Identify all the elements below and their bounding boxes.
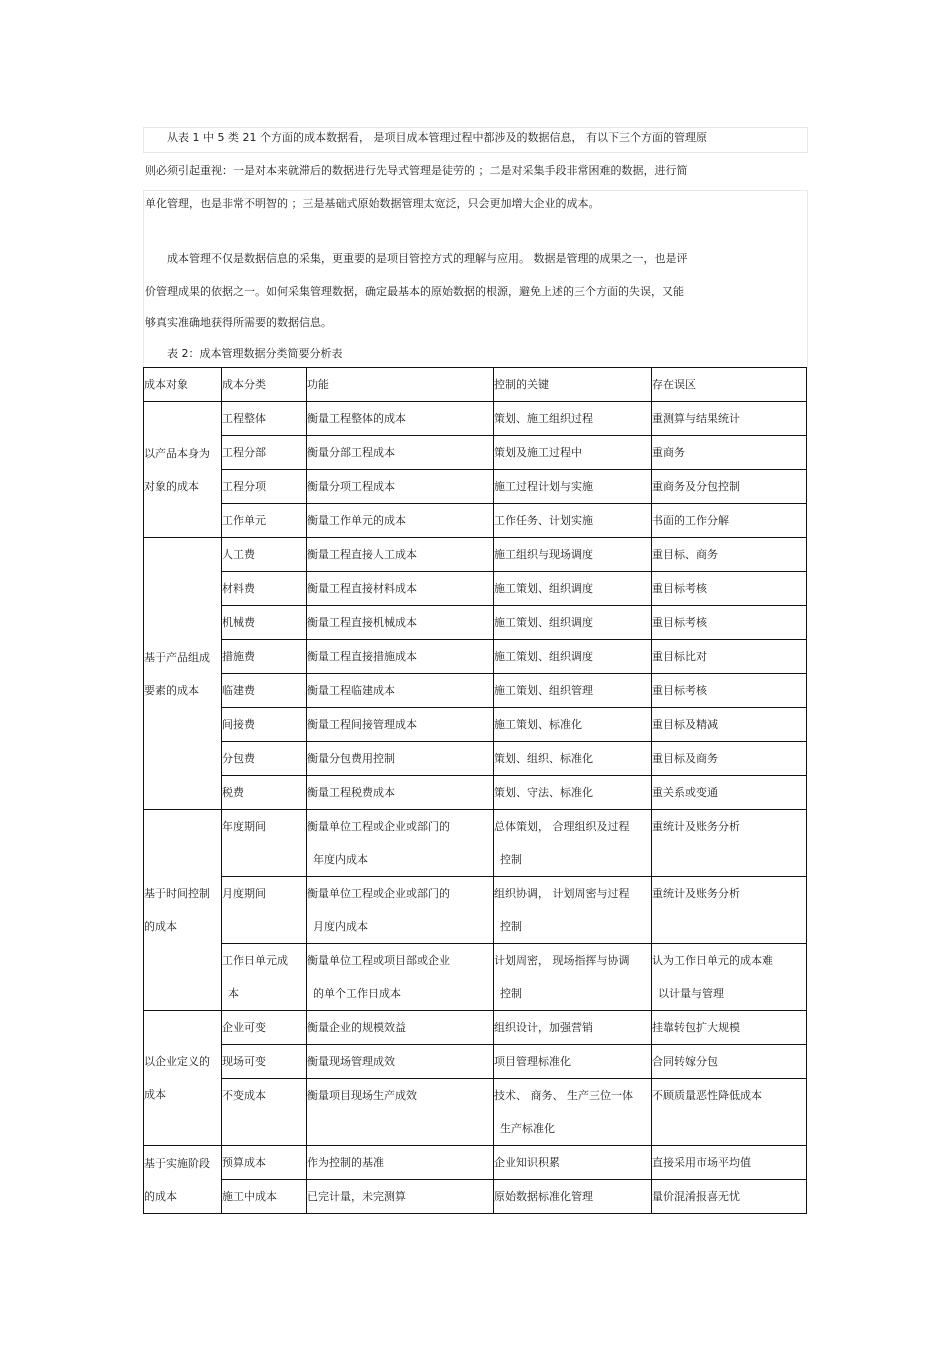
cell-function-text: 衡量分部工程成本 [307, 446, 395, 459]
cell-function [307, 436, 494, 470]
cell-category-text: 本 [228, 987, 239, 1000]
cell-function-text: 的单个工作日成本 [313, 987, 401, 1000]
cell-function [307, 708, 494, 742]
cell-control-key [494, 436, 652, 470]
cell-function-text: 衡量单位工程或企业或部门的 [307, 887, 450, 900]
cell-function-text: 衡量分项工程成本 [307, 480, 395, 493]
table-row [144, 606, 807, 640]
cell-category-text: 间接费 [222, 718, 255, 731]
cell-control-key [494, 810, 652, 877]
cell-misconception-text: 重测算与结果统计 [652, 412, 740, 425]
cell-misconception-text: 不顾质量恶性降低成本 [652, 1089, 762, 1102]
cell-function [307, 1146, 494, 1180]
header-cell-text: 成本分类 [222, 378, 266, 391]
cell-object-text: 的成本 [144, 920, 177, 933]
cell-function-text: 衡量工程间接管理成本 [307, 718, 417, 731]
table-row [144, 708, 807, 742]
cell-control-key [494, 538, 652, 572]
header-cell [144, 368, 222, 402]
cell-category [222, 674, 307, 708]
cell-misconception-text: 重目标考核 [652, 684, 707, 697]
cell-misconception [652, 640, 807, 674]
header-cell [652, 368, 807, 402]
cell-object-text: 基于实施阶段 [144, 1156, 210, 1170]
cell-function-text: 衡量工程直接措施成本 [307, 650, 417, 663]
cell-misconception-text: 重目标及精减 [652, 718, 718, 731]
cell-misconception-text: 量价混淆报喜无忧 [652, 1190, 740, 1203]
cell-control-key-text: 施工策划、组织调度 [494, 616, 593, 629]
header-cell-text: 成本对象 [144, 378, 188, 391]
cell-function-text: 衡量工程直接人工成本 [307, 548, 417, 561]
cell-category [222, 776, 307, 810]
cell-misconception [652, 606, 807, 640]
cell-control-key [494, 708, 652, 742]
cell-function-text: 衡量工程整体的成本 [307, 412, 406, 425]
cell-category-text: 机械费 [222, 616, 255, 629]
cell-function [307, 538, 494, 572]
cell-control-key-text: 生产标准化 [500, 1122, 555, 1135]
table-row [144, 810, 807, 877]
cell-control-key-text: 总体策划， 合理组织及过程 [494, 820, 630, 833]
cell-misconception-text: 书面的工作分解 [652, 514, 729, 527]
cell-category-text: 企业可变 [222, 1021, 266, 1034]
table-row [144, 1180, 807, 1214]
cell-function [307, 1180, 494, 1214]
cell-control-key [494, 1146, 652, 1180]
cell-control-key [494, 877, 652, 944]
cell-category [222, 810, 307, 877]
paragraph-line: 价管理成果的依据之一。如何采集管理数据，确定最基本的原始数据的根源，避免上述的三个方面的失误，又能 [145, 285, 684, 298]
cell-category [222, 1146, 307, 1180]
cell-function-text: 衡量工作单元的成本 [307, 514, 406, 527]
cell-misconception [652, 1146, 807, 1180]
cell-misconception [652, 1045, 807, 1079]
table-row [144, 877, 807, 944]
cell-category-text: 工程分项 [222, 480, 266, 493]
cell-control-key [494, 776, 652, 810]
cell-function [307, 944, 494, 1011]
cell-control-key-text: 控制 [500, 920, 522, 933]
cell-control-key-text: 施工策划、组织管理 [494, 684, 593, 697]
cell-control-key-text: 策划、组织、标准化 [494, 752, 593, 765]
cell-category-text: 年度期间 [222, 820, 266, 833]
cell-misconception [652, 402, 807, 436]
cell-function-text: 衡量工程税费成本 [307, 786, 395, 799]
cell-category-text: 预算成本 [222, 1156, 266, 1169]
table-caption: 表 2：成本管理数据分类简要分析表 [167, 347, 343, 360]
cell-control-key [494, 504, 652, 538]
cell-misconception-text: 重商务及分包控制 [652, 480, 740, 493]
cell-misconception-text: 以计量与管理 [658, 987, 724, 1000]
table-row [144, 1079, 807, 1146]
cell-misconception [652, 504, 807, 538]
cell-category-text: 措施费 [222, 650, 255, 663]
table-row [144, 1011, 807, 1045]
cell-category-text: 施工中成本 [222, 1190, 277, 1203]
cell-control-key-text: 策划、守法、标准化 [494, 786, 593, 799]
cell-function [307, 810, 494, 877]
table-row [144, 402, 807, 436]
cell-object [144, 538, 222, 810]
cell-control-key [494, 402, 652, 436]
cell-object-text: 以产品本身为 [144, 446, 210, 460]
table-row [144, 776, 807, 810]
cell-control-key [494, 1180, 652, 1214]
table-row [144, 470, 807, 504]
header-cell-text: 功能 [307, 378, 329, 391]
cell-category [222, 1180, 307, 1214]
cell-category-text: 人工费 [222, 548, 255, 561]
cell-function-text: 衡量单位工程或项目部或企业 [307, 954, 450, 967]
cell-category [222, 944, 307, 1011]
cell-misconception-text: 合同转嫁分包 [652, 1055, 718, 1068]
cell-misconception-text: 认为工作日单元的成本难 [652, 954, 773, 967]
cell-category-text: 临建费 [222, 684, 255, 697]
cell-function-text: 衡量现场管理成效 [307, 1055, 395, 1068]
paragraph-line: 从表 1 中 5 类 21 个方面的成本数据看， 是项目成本管理过程中都涉及的数据信息， 有以下三个方面的管理原 [167, 131, 707, 144]
cell-misconception [652, 1180, 807, 1214]
cell-object-text: 的成本 [144, 1189, 177, 1203]
cell-control-key-text: 控制 [500, 853, 522, 866]
cell-category [222, 1045, 307, 1079]
cell-control-key-text: 原始数据标准化管理 [494, 1190, 593, 1203]
cell-category-text: 不变成本 [222, 1089, 266, 1102]
cell-control-key [494, 674, 652, 708]
cell-misconception-text: 重统计及账务分析 [652, 820, 740, 833]
table-row [144, 538, 807, 572]
cell-control-key-text: 技术、 商务、 生产三位一体 [494, 1089, 633, 1102]
cell-misconception [652, 742, 807, 776]
cell-category-text: 工程整体 [222, 412, 266, 425]
cell-object-text: 基于产品组成 [144, 650, 210, 664]
table-row [144, 1146, 807, 1180]
cell-category-text: 工程分部 [222, 446, 266, 459]
cell-control-key-text: 组织设计，加强营销 [494, 1021, 593, 1034]
cell-control-key-text: 施工策划、组织调度 [494, 650, 593, 663]
cell-category [222, 877, 307, 944]
cell-misconception-text: 重目标比对 [652, 650, 707, 663]
cell-function [307, 470, 494, 504]
cell-control-key-text: 施工过程计划与实施 [494, 480, 593, 493]
cell-misconception [652, 572, 807, 606]
cell-category [222, 742, 307, 776]
header-cell-text: 控制的关键 [494, 378, 549, 391]
header-cell [307, 368, 494, 402]
cost-analysis-table [143, 367, 807, 1214]
cell-function [307, 1045, 494, 1079]
cell-control-key [494, 640, 652, 674]
header-cell [494, 368, 652, 402]
cell-misconception [652, 708, 807, 742]
cell-misconception-text: 重统计及账务分析 [652, 887, 740, 900]
cell-category [222, 1011, 307, 1045]
cell-function [307, 572, 494, 606]
cell-misconception [652, 1011, 807, 1045]
cell-function-text: 作为控制的基准 [307, 1156, 384, 1169]
cell-control-key-text: 施工策划、标准化 [494, 718, 582, 731]
cell-function-text: 衡量企业的规模效益 [307, 1021, 406, 1034]
cell-function [307, 1079, 494, 1146]
cell-control-key [494, 572, 652, 606]
cell-category [222, 606, 307, 640]
cell-category [222, 1079, 307, 1146]
table-row [144, 436, 807, 470]
paragraph-line: 单化管理，也是非常不明智的 ；三是基础式原始数据管理太宽泛，只会更加增大企业的成本。 [145, 197, 600, 210]
cell-misconception [652, 810, 807, 877]
cell-control-key-text: 项目管理标准化 [494, 1055, 571, 1068]
cell-control-key-text: 施工组织与现场调度 [494, 548, 593, 561]
cell-control-key [494, 944, 652, 1011]
cell-control-key [494, 742, 652, 776]
cell-misconception [652, 944, 807, 1011]
cell-misconception [652, 470, 807, 504]
cell-category-text: 工作单元 [222, 514, 266, 527]
cell-function [307, 877, 494, 944]
paragraph-line: 成本管理不仅是数据信息的采集，更重要的是项目管控方式的理解与应用。 数据是管理的成果之一，也是评 [167, 252, 688, 265]
cell-category [222, 436, 307, 470]
cell-misconception-text: 重目标考核 [652, 616, 707, 629]
table-header-row [144, 368, 807, 402]
cell-misconception-text: 重目标、商务 [652, 548, 718, 561]
table-row [144, 640, 807, 674]
cell-category [222, 470, 307, 504]
cell-object-text: 对象的成本 [144, 479, 199, 493]
cell-function [307, 606, 494, 640]
cell-function-text: 月度内成本 [313, 920, 368, 933]
cell-control-key-text: 策划、施工组织过程 [494, 412, 593, 425]
cell-function [307, 1011, 494, 1045]
cell-control-key-text: 计划周密， 现场指挥与协调 [494, 954, 630, 967]
cell-object-text: 成本 [144, 1088, 166, 1101]
cell-object [144, 1011, 222, 1146]
table-row [144, 572, 807, 606]
cell-misconception [652, 436, 807, 470]
cell-function [307, 640, 494, 674]
cell-function-text: 衡量项目现场生产成效 [307, 1089, 417, 1102]
paragraph-line: 够真实准确地获得所需要的数据信息。 [145, 316, 332, 329]
table-row [144, 674, 807, 708]
cell-object-text: 以企业定义的 [144, 1055, 210, 1068]
table-row [144, 742, 807, 776]
cell-misconception [652, 776, 807, 810]
cell-category [222, 402, 307, 436]
cell-control-key [494, 1011, 652, 1045]
cell-category [222, 640, 307, 674]
cell-category [222, 708, 307, 742]
cell-function-text: 衡量单位工程或企业或部门的 [307, 820, 450, 833]
cell-function-text: 衡量工程直接材料成本 [307, 582, 417, 595]
table-row [144, 504, 807, 538]
cell-function [307, 674, 494, 708]
cell-control-key [494, 606, 652, 640]
cell-object-text: 要素的成本 [144, 683, 199, 697]
cell-category-text: 分包费 [222, 752, 255, 765]
cell-misconception-text: 挂靠转包扩大规模 [652, 1021, 740, 1034]
cell-object [144, 1146, 222, 1214]
cell-control-key-text: 企业知识积累 [494, 1156, 560, 1169]
header-cell-text: 存在误区 [652, 378, 696, 391]
cell-object-text: 基于时间控制 [144, 887, 210, 900]
cell-function [307, 742, 494, 776]
cell-function-text: 衡量工程临建成本 [307, 684, 395, 697]
cell-function-text: 已完计量，未完测算 [307, 1190, 406, 1203]
cell-function-text: 衡量分包费用控制 [307, 752, 395, 765]
cell-control-key [494, 470, 652, 504]
cell-category-text: 税费 [222, 786, 244, 799]
cell-category-text: 现场可变 [222, 1055, 266, 1068]
cell-category-text: 工作日单元成 [222, 954, 288, 967]
cell-control-key-text: 控制 [500, 987, 522, 1000]
cell-misconception [652, 1079, 807, 1146]
cell-category [222, 572, 307, 606]
cell-object [144, 810, 222, 1011]
cell-misconception-text: 重目标考核 [652, 582, 707, 595]
cell-misconception [652, 674, 807, 708]
cell-function [307, 402, 494, 436]
cell-control-key-text: 组织协调， 计划周密与过程 [494, 887, 630, 900]
cell-misconception-text: 直接采用市场平均值 [652, 1156, 751, 1169]
cell-control-key-text: 策划及施工过程中 [494, 446, 582, 459]
cell-control-key-text: 工作任务、计划实施 [494, 514, 593, 527]
cell-control-key [494, 1079, 652, 1146]
cell-control-key [494, 1045, 652, 1079]
table-row [144, 1045, 807, 1079]
cell-function [307, 504, 494, 538]
cell-object [144, 402, 222, 538]
cell-misconception-text: 重目标及商务 [652, 752, 718, 765]
cell-misconception-text: 重关系或变通 [652, 786, 718, 799]
cell-control-key-text: 施工策划、组织调度 [494, 582, 593, 595]
cell-category-text: 月度期间 [222, 887, 266, 900]
cell-category-text: 材料费 [222, 582, 255, 595]
cell-misconception [652, 877, 807, 944]
cell-function [307, 776, 494, 810]
table-row [144, 944, 807, 1011]
text-frame-2 [143, 190, 808, 368]
cell-category [222, 504, 307, 538]
cell-category [222, 538, 307, 572]
cell-function-text: 年度内成本 [313, 853, 368, 866]
cell-function-text: 衡量工程直接机械成本 [307, 616, 417, 629]
cell-misconception [652, 538, 807, 572]
paragraph-line: 则必须引起重视：一是对本来就滞后的数据进行先导式管理是徒劳的 ；二是对采集手段非常困难的数据，进行简 [145, 164, 688, 177]
cell-misconception-text: 重商务 [652, 446, 685, 459]
header-cell [222, 368, 307, 402]
